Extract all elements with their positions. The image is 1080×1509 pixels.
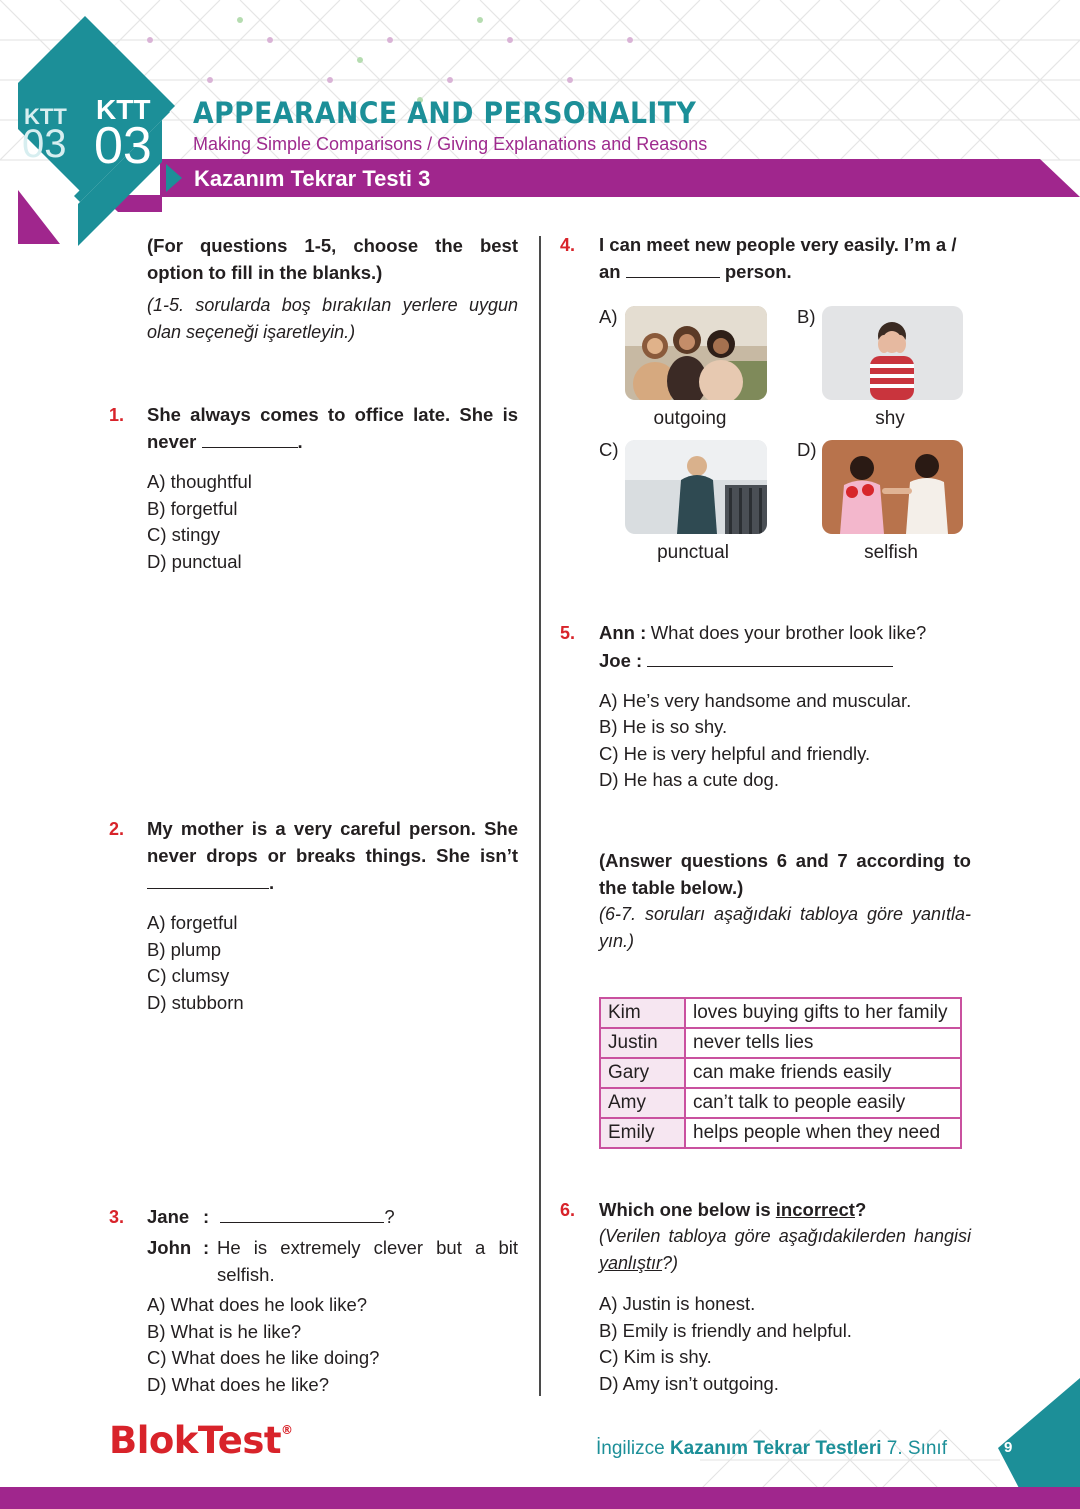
question-6-option-b[interactable]: B) Emily is friendly and helpful. [599, 1319, 852, 1341]
question-4-choice-d-image[interactable] [822, 440, 963, 534]
page-number-badge [990, 1378, 1080, 1490]
question-6-text-start: Which one below is [599, 1199, 771, 1220]
table-cell-desc: can’t talk to people easily [685, 1088, 961, 1118]
table-cell-desc: can make friends easily [685, 1058, 961, 1088]
question-3-option-a[interactable]: A) What does he look like? [147, 1294, 368, 1315]
question-4-choice-c-image[interactable] [625, 440, 767, 534]
question-4-choice-c-caption: punctual [657, 542, 729, 563]
question-1-option-a[interactable]: A) thoughtful [147, 471, 252, 492]
question-2-line-2: never drops or breaks things. She isn’t [147, 845, 518, 866]
question-4-choice-a-letter: A) [599, 306, 618, 327]
badge-big-label: KTT [96, 94, 151, 125]
question-4-choice-a-caption: outgoing [653, 408, 727, 429]
table-cell-desc: loves buying gifts to her family [685, 998, 961, 1028]
question-2-option-d[interactable]: D) stubborn [147, 991, 244, 1013]
question-5-option-d[interactable]: D) He has a cute dog. [599, 769, 779, 790]
page-subtitle: Making Simple Comparisons / Giving Explanations and Reasons [193, 134, 708, 154]
instructions-2 [599, 847, 971, 955]
table-row [600, 1088, 961, 1118]
question-1-line-2: never [147, 431, 197, 452]
question-1-blank [202, 430, 298, 448]
footer-text-start: İngilizce [596, 1438, 665, 1459]
question-1 [147, 401, 518, 575]
registered-mark: ® [281, 1423, 293, 1437]
table-row [600, 1118, 961, 1148]
question-2 [147, 815, 518, 1016]
question-1-number: 1. [109, 405, 125, 425]
question-2-end: . [269, 872, 275, 893]
question-1-line-1: She always comes to office late. She is [147, 404, 518, 425]
question-2-option-c[interactable]: C) clumsy [147, 965, 230, 986]
table-row [600, 998, 961, 1028]
question-6 [599, 1196, 971, 1397]
question-4-choice-b-letter: B) [797, 306, 816, 327]
question-4-number: 4. [560, 235, 576, 255]
personality-table [599, 997, 962, 1149]
question-3-jane-colon: : [203, 1206, 210, 1227]
question-4-line-2-start: an [599, 261, 621, 282]
question-5-ann-text: What does your brother look like? [650, 622, 927, 643]
bloktest-logo [109, 1419, 293, 1462]
badge-small-number: 03 [22, 122, 67, 166]
question-5-blank [647, 649, 893, 667]
instructions-1-turkish: (1-5. sorularda boş bırakılan yerlere uygun olan seçeneği işaretleyin.) [147, 295, 518, 342]
question-6-turkish-line-1: (Verilen tabloya göre aşağıdakilerden hangisi [599, 1226, 971, 1246]
question-3-john-label: John [147, 1237, 192, 1258]
question-2-option-a[interactable]: A) forgetful [147, 912, 238, 933]
question-3-john-colon: : [203, 1237, 210, 1258]
question-3-john-line-2: selfish. [217, 1264, 275, 1285]
table-cell-name: Emily [600, 1118, 685, 1148]
question-5-option-c[interactable]: C) He is very helpful and friendly. [599, 742, 871, 764]
question-4-line-2-end: person. [724, 261, 792, 282]
logo-text: BlokTest [109, 1419, 282, 1462]
question-6-turkish-underlined: yanlıştır [599, 1253, 663, 1273]
test-name: Kazanım Tekrar Testi 3 [194, 166, 431, 191]
badge-big-number: 03 [94, 117, 152, 175]
question-6-text-underlined: incorrect [775, 1199, 855, 1220]
table-cell-name: Kim [600, 998, 685, 1028]
question-4-line-1: I can meet new people very easily. I’m a / [599, 234, 957, 255]
table-cell-name: Amy [600, 1088, 685, 1118]
question-6-option-c[interactable]: C) Kim is shy. [599, 1346, 712, 1367]
question-6-option-d[interactable]: D) Amy isn’t outgoing. [599, 1372, 779, 1394]
footer-text-end: 7. Sınıf [886, 1438, 947, 1459]
question-5-number: 5. [560, 623, 576, 643]
badge-small-label: KTT [24, 104, 67, 129]
column-divider [539, 236, 541, 1396]
instructions-2-turkish-line-2: yın.) [599, 931, 635, 951]
question-6-text-end: ? [854, 1199, 867, 1220]
question-6-turkish-end: ?) [662, 1253, 679, 1273]
footer-band [0, 1487, 1080, 1509]
table-row [600, 1058, 961, 1088]
question-3-option-c[interactable]: C) What does he like doing? [147, 1347, 380, 1368]
question-2-option-b[interactable]: B) plump [147, 938, 222, 960]
table-cell-name: Gary [600, 1058, 685, 1088]
table-row [600, 1028, 961, 1058]
table-cell-name: Justin [600, 1028, 685, 1058]
question-4-blank [626, 260, 720, 278]
question-3-john-line-1: He is extremely clever but a bit [217, 1237, 518, 1258]
question-1-option-b[interactable]: B) forgetful [147, 497, 238, 519]
question-1-option-c[interactable]: C) stingy [147, 524, 220, 545]
question-1-end: . [297, 431, 303, 452]
question-3-option-d[interactable]: D) What does he like? [147, 1373, 330, 1395]
question-4 [599, 231, 971, 285]
question-4-choice-d-letter: D) [797, 439, 817, 460]
question-5-option-b[interactable]: B) He is so shy. [599, 716, 728, 737]
question-5-ann-label: Ann : [599, 622, 647, 643]
question-3-jane-end: ? [384, 1206, 395, 1227]
instructions-1 [147, 232, 518, 346]
page-title: APPEARANCE AND PERSONALITY [193, 96, 697, 130]
question-3-number: 3. [109, 1207, 125, 1227]
question-4-choice-a-image[interactable] [625, 306, 767, 400]
question-4-choice-d-caption: selfish [864, 542, 918, 563]
question-3 [147, 1203, 518, 1398]
page-number: 9 [1004, 1439, 1013, 1456]
question-2-number: 2. [109, 819, 125, 839]
footer-text-bold: Kazanım Tekrar Testleri [669, 1438, 882, 1459]
question-5-joe-label: Joe : [599, 649, 643, 671]
question-4-choice-b-image[interactable] [822, 306, 963, 400]
question-4-choice-b-caption: shy [875, 408, 905, 429]
question-2-blank [147, 871, 269, 889]
footer-book-title [596, 1438, 947, 1460]
question-3-blank [220, 1205, 384, 1223]
question-3-jane-label: Jane [147, 1206, 190, 1227]
question-1-option-d[interactable]: D) punctual [147, 550, 242, 572]
question-4-choice-c-letter: C) [599, 439, 619, 460]
question-5-option-a[interactable]: A) He’s very handsome and muscular. [599, 689, 912, 711]
table-cell-desc: helps people when they need [685, 1118, 961, 1148]
question-3-option-b[interactable]: B) What is he like? [147, 1320, 302, 1342]
table-cell-desc: never tells lies [685, 1028, 961, 1058]
instructions-2-turkish-line-1: (6-7. soruları aşağıdaki tabloya göre yanıtla- [599, 904, 971, 924]
instructions-2-english: (Answer questions 6 and 7 according to the table below.) [599, 850, 971, 898]
question-6-option-a[interactable]: A) Justin is honest. [599, 1293, 756, 1314]
question-2-line-1: My mother is a very careful person. She [147, 818, 518, 839]
question-6-number: 6. [560, 1200, 576, 1220]
question-5 [599, 619, 971, 794]
instructions-1-english: (For questions 1-5, choose the best option to fill in the blanks.) [147, 235, 518, 283]
